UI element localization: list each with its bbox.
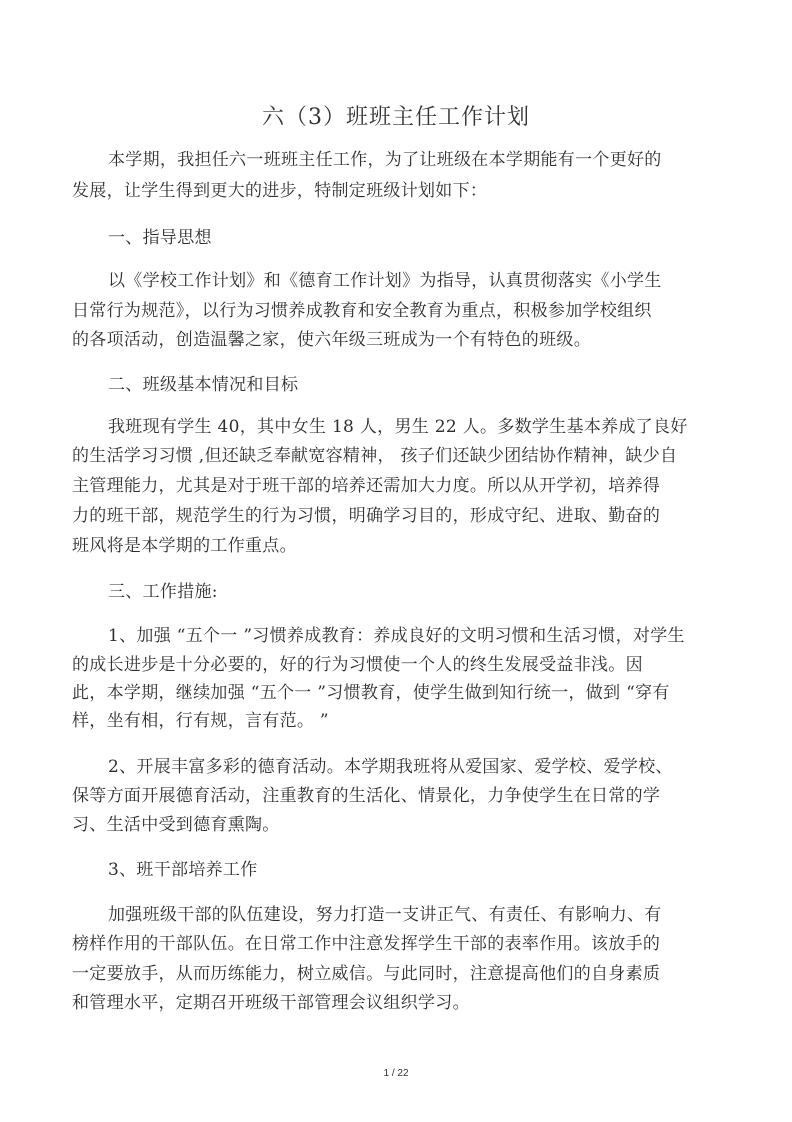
paragraph-line: 保等方面开展德育活动，注重教育的生活化、情景化，力争使学生在日常的学 [72,786,661,806]
paragraph-line: 力的班干部，规范学生的行为习惯，明确学习目的，形成守纪、进取、勤奋的 [72,506,661,526]
section-heading-class-situation: 二、班级基本情况和目标 [108,375,299,395]
page-title: 六（3）班班主任工作计划 [262,105,530,130]
page-indicator: 1 / 22 [383,1068,409,1079]
paragraph-line: 1、加强 “五个一 ”习惯养成教育：养成良好的文明习惯和生活习惯，对学生 [108,626,685,646]
intro-line-1: 本学期，我担任六一班班主任工作，为了让班级在本学期能有一个更好的 [108,150,662,170]
paragraph-line: 的成长进步是十分必要的，好的行为习惯使一个人的终生发展受益非浅。因 [72,655,643,675]
paragraph-line: 一定要放手，从而历练能力，树立威信。与此同时，注意提高他们的自身素质 [72,964,661,984]
section-heading-guiding-thought: 一、指导思想 [108,228,212,248]
paragraph-line: 加强班级干部的队伍建设，努力打造一支讲正气、有责任、有影响力、有 [108,905,662,925]
paragraph-line: 样，坐有相，行有规，言有范。 ” [72,711,329,731]
paragraph-line: 2、开展丰富多彩的德育活动。本学期我班将从爱国家、爱学校、爱学校、 [108,757,673,777]
paragraph-line: 我班现有学生 40，其中女生 18 人，男生 22 人。多数学生基本养成了良好 [108,417,688,437]
paragraph-line: 习、生活中受到德育熏陶。 [72,815,280,835]
paragraph-line: 的生活学习习惯 ,但还缺乏奉献宽容精神， 孩子们还缺少团结协作精神，缺少自 [72,446,678,466]
paragraph-line: 的各项活动，创造温馨之家，使六年级三班成为一个有特色的班级。 [72,330,591,350]
paragraph-line: 以《学校工作计划》和《德育工作计划》为指导，认真贯彻落实《小学生 [108,271,662,291]
paragraph-line: 榜样作用的干部队伍。在日常工作中注意发挥学生干部的表率作用。该放手的 [72,934,661,954]
paragraph-line: 主管理能力，尤其是对于班干部的培养还需加大力度。所以从开学初，培养得 [72,476,661,496]
subsection-heading-cadre-training: 3、班干部培养工作 [108,860,258,880]
intro-line-2: 发展，让学生得到更大的进步，特制定班级计划如下： [72,181,488,201]
paragraph-line: 和管理水平，定期召开班级干部管理会议组织学习。 [72,993,470,1013]
paragraph-line: 此，本学期，继续加强 “五个一 ”习惯教育，使学生做到知行统一，做到 “穿有 [72,683,670,703]
paragraph-line: 日常行为规范》，以行为习惯养成教育和安全教育为重点，积极参加学校组织 [72,301,652,321]
paragraph-line: 班风将是本学期的工作重点。 [72,536,297,556]
section-heading-measures: 三、工作措施: [108,582,218,602]
